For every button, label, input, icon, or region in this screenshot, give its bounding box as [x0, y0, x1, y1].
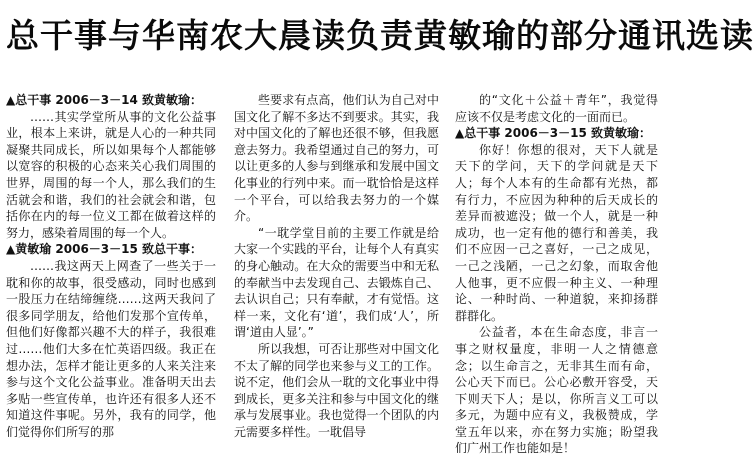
column-3	[455, 92, 658, 457]
quote-paragraph: “一耽学堂目前的主要工作就是给大家一个实践的平台，让每个人有真实的身心触动。在大众的需要当中和无私的奉献当中去发现自己、去锻炼自己、去认识自己；只有奉献，才有觉悟。这样一来，文化有‘道’，我们成‘人’，所谓‘道由人显’。”	[234, 225, 439, 340]
paragraph: ……其实学堂所从事的文化公益事业，根本上来讲，就是人心的一种共同凝聚共同成长，所以如果每个人都能够以宽容的积极的心态来关心我们周围的世界，周围的每一个人，那么我们的生活就会和谐，我们的社会就会和谐，包括你在内的每一位义工都在做着这样的努力，感染着周围的每一个人。	[6, 109, 216, 240]
column-1	[6, 92, 216, 440]
paragraph: 公益者，本在生命态度，非言一事之财权量度，非明一人之情德意念；以生命言之，无非其生而有命，公心天下而已。公心必敷开容受，天下则天下人；是以，你所言义工可以多元，为题中应有义，我极赞成，学堂五年以来，亦在努力实施；盼望我们广州工作也能如是！	[455, 325, 658, 456]
section-heading: ▲黄敏瑜 2006－3－15 致总干事：	[6, 242, 203, 257]
paragraph: 所以我想，可否让那些对中国文化不太了解的同学也来参与义工的工作。说不定，他们会从一耽的文化事业中得到成长，更多关注和参与中国文化的继承与发展事业。我也觉得一个团队的内元需要多样性。一耽倡导	[234, 341, 439, 439]
paragraph: 你好！你想的很对，天下人就是天下的学问，天下的学问就是天下人；每个人本有的生命都有光热，都有行力，不应因为种种的后天成长的差异而被遮没；做一个人，就是一种成功，也一定有他的德行和善美，我们不应因一己之喜好，一己之成见，一己之浅陋，一己之幻象，而取舍他人他事，更不应假一种主义、一种理论、一种时尚、一种道貌，来抑扬群群群化。	[455, 142, 658, 323]
section-heading: ▲总干事 2006－3－15 致黄敏瑜：	[455, 126, 652, 141]
section-heading: ▲总干事 2006－3－14 致黄敏瑜：	[6, 93, 203, 107]
paragraph: ……我这两天上网查了一些关于一耽和你的故事，很受感动，同时也感到一股压力在结缔缠绕……这两天我问了很多同学朋友，给他们发那个宣传单，但他们好像都兴趣不大的样子，我很难过……他们大多在忙英语四级。我正在想办法，怎样才能让更多的人来关注来参与这个文化公益事业。准备明天出去多贴一些宣传单，也许还有很多人还不知道这件事呢。另外，我有的同学，他们觉得你们所写的那	[6, 258, 216, 439]
headline-title: 总干事与华南农大晨读负责黄敏瑜的部分通讯选读	[6, 16, 754, 55]
paragraph: 的“文化＋公益＋青年”，我觉得应该不仅是考虑文化的一面而已。	[455, 93, 658, 124]
column-2	[234, 92, 439, 440]
paragraph: 些要求有点高，他们认为自己对中国文化了解不多达不到要求。其实，我对中国文化的了解也还很不够，但我愿意去努力。我希望通过自己的努力，可以让更多的人参与到继承和发展中国文化事业的行列中来。而一耽恰恰是这样一个平台，可以给我去努力的一个媒介。	[234, 93, 439, 224]
headline-bar	[0, 0, 754, 72]
